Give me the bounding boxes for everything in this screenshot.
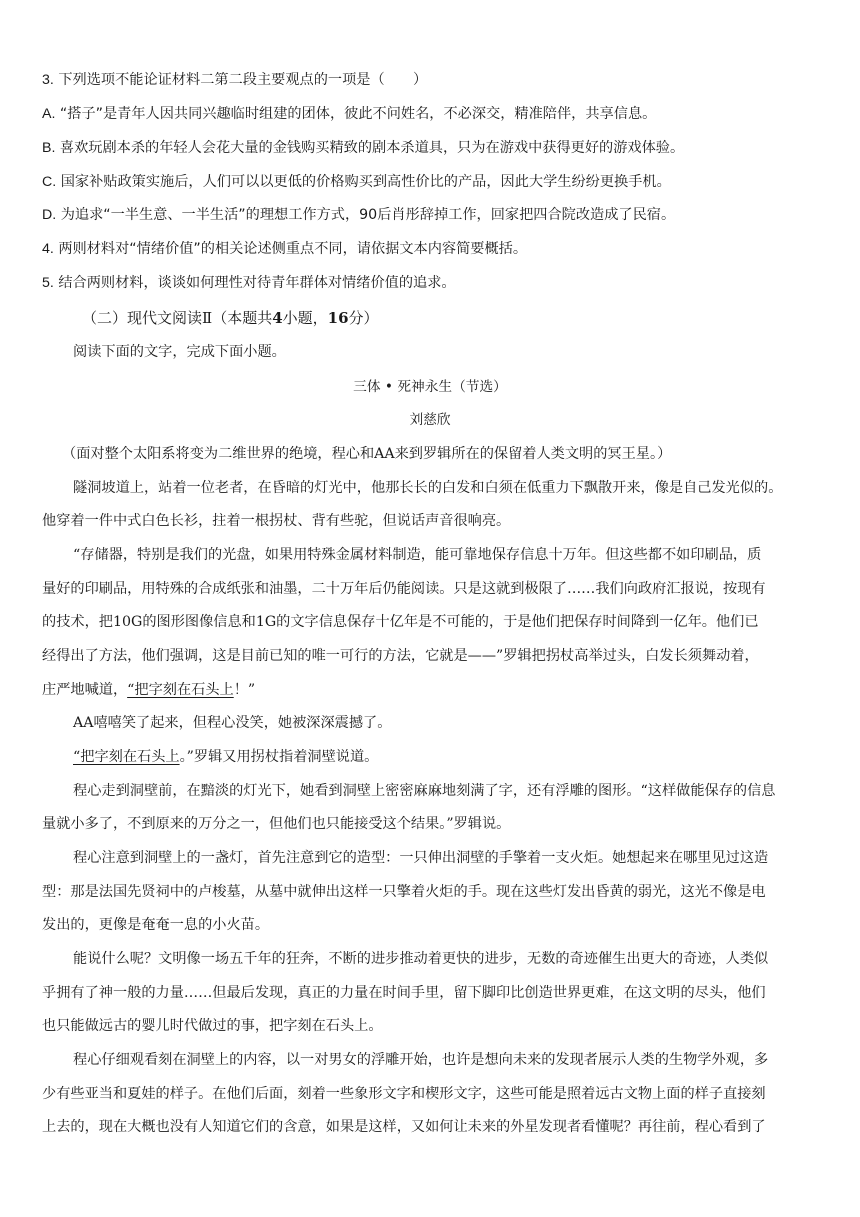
section-score: 16 — [327, 309, 349, 327]
paragraph-line: 量就小多了，不到原来的万分之一，但他们也只能接受这个结果。”罗辑说。 — [42, 816, 511, 832]
paragraph-line: 隧洞坡道上，站着一位老者，在昏暗的灯光中，他那长长的白发和白须在低重力下飘散开来，像是自己发光似的。 — [73, 480, 783, 496]
paragraph-line: 他穿着一件中式白色长衫，拄着一根拐杖、背有些驼，但说话声音很响亮。 — [42, 513, 511, 529]
paragraph-line: 少有些亚当和夏娃的样子。在他们后面，刻着一些象形文字和楔形文字，这些可能是照着远古文物上面的样子直接刻 — [42, 1086, 766, 1102]
question-4 — [42, 239, 527, 259]
article-title: 三体 • 死神永生（节选） — [353, 379, 507, 395]
reading-instruction: 阅读下面的文字，完成下面小题。 — [73, 344, 286, 360]
question-number: 4. — [42, 241, 54, 257]
option-text: 喜欢玩剧本杀的年轻人会花大量的金钱购买精致的剧本杀道具，只为在游戏中获得更好的游戏体验。 — [59, 140, 685, 156]
option-c — [42, 172, 671, 192]
question-5 — [42, 273, 456, 293]
text-segment: 庄严地喊道， — [42, 682, 128, 698]
section-suffix: 分） — [348, 309, 379, 327]
question-text: 结合两则材料，谈谈如何理性对待青年群体对情绪价值的追求。 — [58, 275, 456, 291]
article-intro: （面对整个太阳系将变为二维世界的绝境，程心和AA来到罗辑所在的保留着人类文明的冥王星。） — [62, 446, 672, 462]
paragraph-line: 经得出了方法，他们强调，这是目前已知的唯一可行的方法，它就是——”罗辑把拐杖高举过头，白发长须舞动着， — [42, 648, 759, 664]
option-label: B. — [42, 140, 56, 156]
question-number: 3. — [42, 72, 54, 88]
paragraph-line: 型：那是法国先贤祠中的卢梭墓，从墓中就伸出这样一只擎着火炬的手。现在这些灯发出昏黄的弱光，这光不像是电 — [42, 884, 766, 900]
paragraph-line: 乎拥有了神一般的力量……但最后发现，真正的力量在时间手里，留下脚印比创造世界更难，在这文明的尽头，他们 — [42, 985, 766, 1001]
paragraph-line — [42, 680, 255, 700]
article-author: 刘慈欣 — [409, 412, 451, 428]
paragraph-line: “存储器，特别是我们的光盘，如果用特殊金属材料制造，能可靠地保存信息十万年。但这些都不如印刷品，质 — [73, 547, 762, 563]
option-label: C. — [42, 174, 57, 190]
section-mid: 小题， — [282, 309, 328, 327]
option-label: A. — [42, 106, 56, 122]
paragraph-line: 程心走到洞壁前，在黯淡的灯光下，她看到洞壁上密密麻麻地刻满了字，还有浮雕的图形。“这样做能保存的信息 — [73, 783, 776, 799]
section-question-count: 4 — [272, 309, 283, 327]
option-a — [42, 104, 656, 124]
question-3 — [42, 70, 427, 90]
option-label: D. — [42, 207, 57, 223]
option-d — [42, 205, 675, 225]
section-heading — [82, 308, 379, 328]
underlined-phrase: “把字刻在石头上 — [73, 749, 180, 765]
option-text: 为追求“一半生意、一半生活”的理想工作方式，90后肖彤辞掉工作，回家把四合院改造成了民宿。 — [60, 207, 676, 223]
paragraph-line: 程心仔细观看刻在洞壁上的内容，以一对男女的浮雕开始，也许是想向未来的发现者展示人类的生物学外观，多 — [73, 1052, 769, 1068]
question-text: 两则材料对“情绪价值”的相关论述侧重点不同，请依据文本内容简要概括。 — [58, 241, 528, 257]
text-segment: 。”罗辑又用拐杖指着洞壁说道。 — [179, 749, 379, 765]
paragraph-line: 量好的印刷品，用特殊的合成纸张和油墨，二十万年后仍能阅读。只是这就到极限了……我们向政府汇报说，按现有 — [42, 581, 766, 597]
paragraph-line: 程心注意到洞壁上的一盏灯，首先注意到它的造型：一只伸出洞壁的手擎着一支火炬。她想起来在哪里见过这造 — [73, 850, 769, 866]
option-b — [42, 138, 684, 158]
paragraph-line: 发出的，更像是奄奄一息的小火苗。 — [42, 917, 270, 933]
paragraph-line: 上去的，现在大概也没有人知道它们的含意，如果是这样，又如何让未来的外星发现者看懂呢？再往前，程心看到了 — [42, 1119, 766, 1135]
paragraph-line — [73, 747, 378, 767]
paragraph-line: AA嘻嘻笑了起来，但程心没笑，她被深深震撼了。 — [73, 715, 392, 731]
option-text: 国家补贴政策实施后，人们可以以更低的价格购买到高性价比的产品，因此大学生纷纷更换手机。 — [60, 174, 671, 190]
paragraph-line: 的技术，把10G的图形图像信息和1G的文字信息保存十亿年是不可能的，于是他们把保存时间降到一亿年。他们已 — [42, 614, 759, 630]
question-number: 5. — [42, 275, 54, 291]
underlined-phrase: “把字刻在石头上 — [127, 682, 234, 698]
option-text: “搭子”是青年人因共同兴趣临时组建的团体，彼此不问姓名，不必深交，精准陪伴，共享信息。 — [59, 106, 657, 122]
section-prefix: （二）现代文阅读Ⅱ（本题共 — [82, 309, 273, 327]
text-segment: ！” — [233, 682, 256, 698]
paragraph-line: 能说什么呢？文明像一场五千年的狂奔，不断的进步推动着更快的进步，无数的奇迹催生出更大的奇迹，人类似 — [73, 951, 769, 967]
question-text: 下列选项不能论证材料二第二段主要观点的一项是（ ） — [58, 72, 428, 88]
paragraph-line: 也只能做远古的婴儿时代做过的事，把字刻在石头上。 — [42, 1018, 383, 1034]
